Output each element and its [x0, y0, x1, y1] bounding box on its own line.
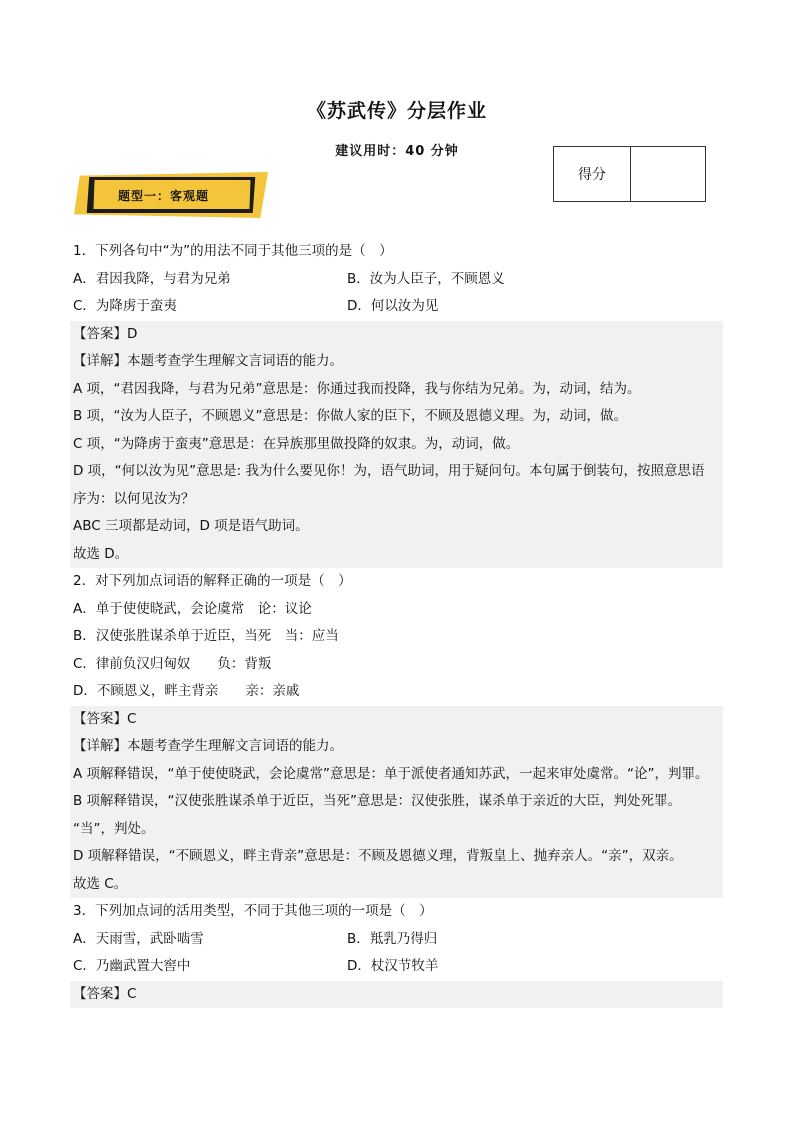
q1-explain-line: 故选 D。: [70, 541, 723, 569]
q1-explain-line: 序为：以何见汝为？: [70, 486, 723, 514]
q1-option-a: A．君因我降，与君为兄弟: [73, 270, 231, 287]
section-banner: [74, 172, 268, 218]
q2-option-c: C．律前负汉归匈奴 负：背叛: [73, 655, 272, 672]
q2-explain-line: 故选 C。: [70, 871, 723, 899]
q1-explain-line: D 项，“何以汝为见”意思是: 我为什么要见你！为，语气助词，用于疑问句。本句属于倒装句，按照意思语: [70, 458, 723, 486]
q1-option-c: C．为降虏于蛮夷: [73, 298, 177, 314]
q2-answer: 【答案】C: [70, 706, 723, 734]
q1-options-row-2: [70, 293, 723, 321]
q3-option-d: D．杖汉节牧羊: [347, 958, 439, 974]
q3-answer: 【答案】C: [70, 981, 723, 1009]
q1-explain-line: A 项，“君因我降，与君为兄弟”意思是：你通过我而投降，我与你结为兄弟。为，动词，结为。: [70, 376, 723, 404]
q2-option-a: A．单于使使晓武，会论虞常 论：议论: [73, 600, 312, 617]
q2-explain-line: B 项解释错误，“汉使张胜谋杀单于近臣，当死”意思是：汉使张胜，谋杀单于亲近的大臣，判处死罪。: [70, 788, 723, 816]
q1-explain-line: ABC 三项都是动词，D 项是语气助词。: [70, 513, 723, 541]
question-content: [70, 238, 723, 1008]
q1-explain-line: 【详解】本题考查学生理解文言词语的能力。: [70, 348, 723, 376]
q1-explain-line: C 项，“为降虏于蛮夷”意思是：在异族那里做投降的奴隶。为，动词，做。: [70, 431, 723, 459]
q3-option-a: A．天雨雪，武卧啮雪: [73, 930, 204, 947]
q2-option-b: B．汉使张胜谋杀单于近臣，当死 当：应当: [73, 628, 339, 644]
q2-explain-line: A 项解释错误，“单于使使晓武，会论虞常”意思是：单于派使者通知苏武，一起来审处虞常。“论”，判罪。: [70, 761, 723, 789]
q3-options-row-2: [70, 953, 723, 981]
suggested-time: 建议用时：40 分钟: [335, 144, 459, 159]
q1-answer: 【答案】D: [70, 321, 723, 349]
q3-option-b: B．羝乳乃得归: [347, 930, 438, 947]
q3-stem: 3．下列加点词的活用类型，不同于其他三项的一项是（ ）: [73, 903, 433, 919]
score-value-cell: [631, 147, 705, 201]
q1-option-b: B．汝为人臣子，不顾恩义: [347, 270, 505, 287]
q1-option-d: D．何以汝为见: [347, 298, 439, 314]
section-title: 题型一：客观题: [118, 189, 210, 203]
q2-option-d: D．不顾恩义，畔主背亲 亲：亲戚: [73, 683, 300, 699]
q1-options-row-1: [70, 266, 723, 294]
q2-explain-line: 【详解】本题考查学生理解文言词语的能力。: [70, 733, 723, 761]
page-title: 《苏武传》分层作业: [306, 100, 487, 122]
q2-explain-line: D 项解释错误，“不顾恩义，畔主背亲”意思是：不顾及恩德义理，背叛皇上、抛弃亲人。“亲”，双亲。: [70, 843, 723, 871]
q1-stem: 1．下列各句中“为”的用法不同于其他三项的是（ ）: [73, 243, 393, 259]
q2-explain-line: “当”，判处。: [70, 816, 723, 844]
q2-stem: 2．对下列加点词语的解释正确的一项是（ ）: [73, 573, 352, 589]
score-box: [553, 146, 706, 202]
q3-options-row-1: [70, 926, 723, 954]
q1-explain-line: B 项，“汝为人臣子，不顾恩义”意思是：你做人家的臣下，不顾及恩德义理。为，动词，做。: [70, 403, 723, 431]
score-label: 得分: [554, 147, 631, 201]
q3-option-c: C．乃幽武置大窖中: [73, 958, 191, 974]
